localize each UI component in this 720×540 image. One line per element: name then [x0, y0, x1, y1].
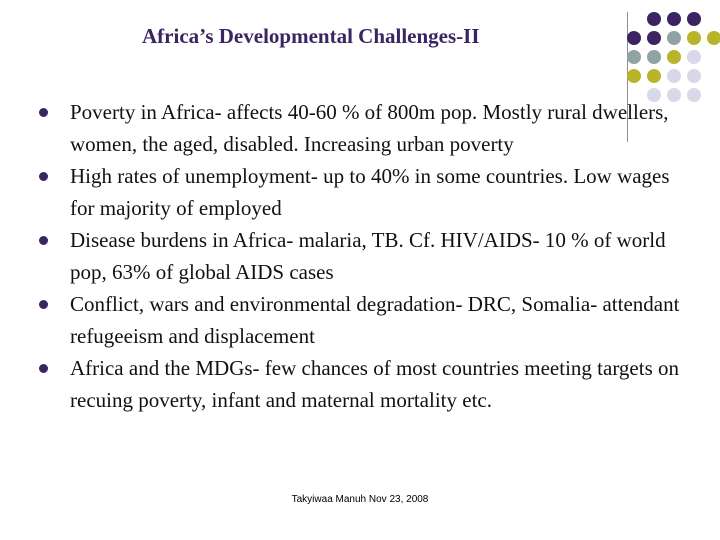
bullet-dot-icon [39, 172, 48, 181]
decorative-dot [647, 31, 661, 45]
decorative-dot [667, 69, 681, 83]
bullet-item [38, 288, 698, 352]
decorative-dot [667, 50, 681, 64]
slide-title: Africa’s Developmental Challenges-II [142, 24, 480, 48]
decorative-dot [687, 31, 701, 45]
decorative-dot [667, 31, 681, 45]
bullet-text: High rates of unemployment- up to 40% in some countries. Low wages for majority of employed [70, 164, 670, 220]
decorative-dot [647, 12, 661, 26]
decorative-dot [687, 50, 701, 64]
bullet-item [38, 160, 698, 224]
slide-footer: Takyiwaa Manuh Nov 23, 2008 [291, 494, 429, 505]
bullet-dot-icon [39, 364, 48, 373]
bullet-text: Poverty in Africa- affects 40-60 % of 800m pop. Mostly rural dwellers, women, the aged, disabled. Increasing urban poverty [70, 100, 669, 156]
decorative-dot [627, 50, 641, 64]
bullet-item [38, 352, 698, 416]
bullet-dot-icon [39, 300, 48, 309]
bullet-text: Conflict, wars and environmental degradation- DRC, Somalia- attendant refugeeism and displacement [70, 292, 680, 348]
decorative-dot [627, 69, 641, 83]
decorative-dot [647, 50, 661, 64]
bullet-text: Africa and the MDGs- few chances of most countries meeting targets on recuing poverty, infant and maternal mortality etc. [70, 356, 680, 412]
bullet-text: Disease burdens in Africa- malaria, TB. Cf. HIV/AIDS- 10 % of world pop, 63% of global AIDS cases [70, 228, 666, 284]
decorative-dot [627, 31, 641, 45]
bullet-list [38, 96, 698, 416]
decorative-dot [687, 69, 701, 83]
bullet-dot-icon [39, 108, 48, 117]
bullet-item [38, 96, 698, 160]
decorative-dot [707, 31, 720, 45]
decorative-dot [687, 12, 701, 26]
bullet-dot-icon [39, 236, 48, 245]
decorative-dot [647, 69, 661, 83]
decorative-dot [667, 12, 681, 26]
bullet-item [38, 224, 698, 288]
